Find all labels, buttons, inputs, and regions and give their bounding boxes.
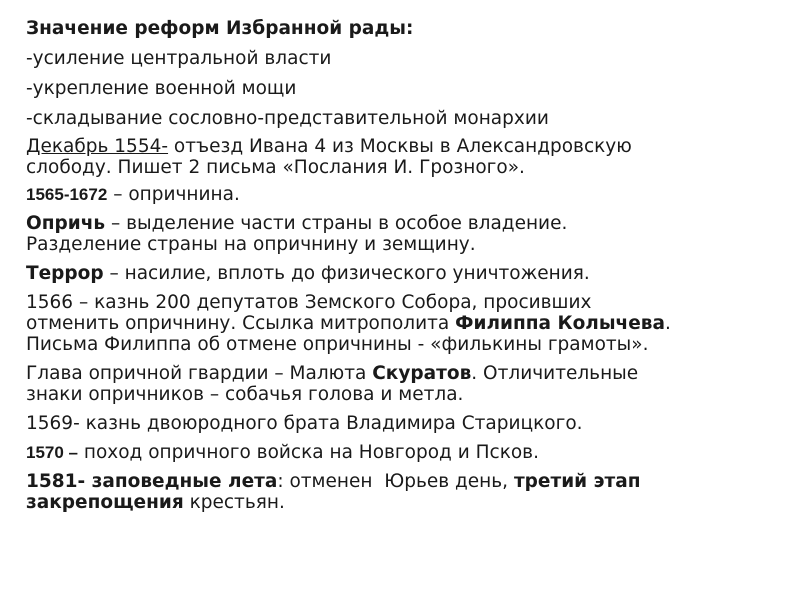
list-item: -усиление центральной власти bbox=[26, 48, 332, 69]
text: : отменен Юрьев день, bbox=[277, 471, 514, 492]
text: слободу. Пишет 2 письма «Послания И. Грозного». bbox=[26, 157, 525, 178]
paragraph-oprich bbox=[26, 213, 776, 255]
list-item: -складывание сословно-представительной монархии bbox=[26, 108, 549, 129]
text: 1566 – казнь 200 депутатов Земского Собора, просивших bbox=[26, 292, 592, 313]
term-oprich: Опричь bbox=[26, 213, 106, 234]
text: Письма Филиппа об отмене опричнины - «филькины грамоты». bbox=[26, 334, 649, 355]
section-heading: Значение реформ Избранной рады: bbox=[26, 18, 414, 39]
term-third-stage: третий этап bbox=[513, 471, 641, 492]
years-oprichnina: 1565-1672 bbox=[26, 185, 108, 204]
text: крестьян. bbox=[183, 492, 285, 513]
list-item: -укрепление военной мощи bbox=[26, 78, 297, 99]
text: отменить опричнину. Ссылка митрополита bbox=[26, 313, 456, 334]
text: поход опричного войска на Новгород и Псков. bbox=[78, 442, 539, 463]
term-terror: Террор bbox=[26, 263, 104, 284]
paragraph-terror bbox=[26, 263, 776, 284]
text: . Отличительные bbox=[471, 363, 639, 384]
name-skuratov: Скуратов bbox=[372, 363, 472, 384]
paragraph-1554 bbox=[26, 136, 776, 178]
text: . bbox=[665, 313, 671, 334]
text: Разделение страны на опричнину и земщину. bbox=[26, 234, 476, 255]
text: отъезд Ивана 4 из Москвы в Александровскую bbox=[168, 136, 632, 157]
year-1570: 1570 – bbox=[26, 443, 78, 462]
slide-content bbox=[26, 14, 776, 513]
paragraph-oprichnina bbox=[26, 184, 776, 205]
name-filipp-kolychev: Филиппа Колычева bbox=[455, 313, 665, 334]
term-zakreposhchenie: закрепощения bbox=[26, 492, 184, 513]
paragraph-1581 bbox=[26, 471, 776, 513]
text: Глава опричной гвардии – Малюта bbox=[26, 363, 373, 384]
paragraph-1566 bbox=[26, 292, 776, 355]
text: – выделение части страны в особое владение. bbox=[105, 213, 568, 234]
text: знаки опричников – собачья голова и метла. bbox=[26, 384, 464, 405]
text: – опричнина. bbox=[107, 184, 240, 205]
text: 1569- казнь двоюродного брата Владимира Старицкого. bbox=[26, 413, 583, 434]
paragraph-1570 bbox=[26, 442, 776, 463]
date-1554: Декабрь 1554- bbox=[26, 136, 169, 157]
paragraph-1569 bbox=[26, 413, 776, 434]
paragraph-skuratov bbox=[26, 363, 776, 405]
term-zapovednye-leta: 1581- заповедные лета bbox=[26, 471, 278, 492]
text: – насилие, вплоть до физического уничтожения. bbox=[103, 263, 590, 284]
